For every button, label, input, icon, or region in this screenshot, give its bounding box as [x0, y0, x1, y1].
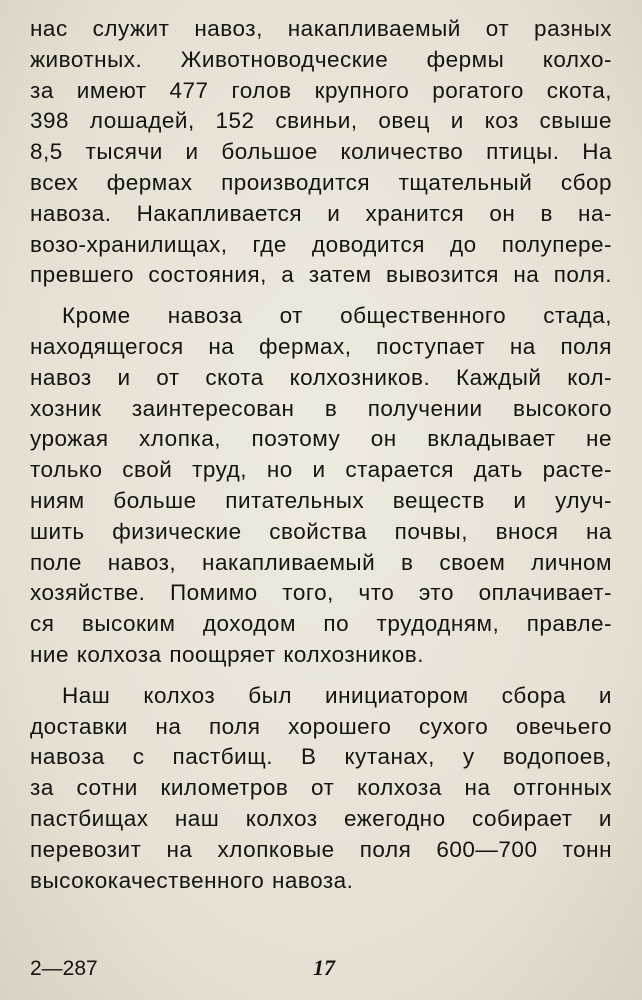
text-line: только свой труд, но и старается дать расте- [30, 457, 612, 483]
text-line: 8,5 тысячи и большое количество птицы. На [30, 139, 612, 165]
printer-signature: 2—287 [30, 957, 98, 980]
text-line: пастбищах наш колхоз ежегодно собирает и [30, 805, 612, 831]
text-line: Кроме навоза от общественного стада, [62, 303, 612, 329]
text-line: ся высоким доходом по трудодням, правле- [30, 611, 612, 637]
text-line: Наш колхоз был инициатором сбора и [62, 682, 612, 708]
text-line: нас служит навоз, накапливаемый от разных [30, 16, 612, 41]
text-line: превшего состояния, а затем вывозится на поля. [30, 262, 612, 288]
paragraph [30, 14, 612, 291]
text-line: ние колхоза поощряет колхозников. [30, 641, 424, 667]
text-line: всех фермах производится тщательный сбор [30, 169, 612, 195]
text-line: хозяйстве. Помимо того, что это оплачивает- [30, 580, 612, 606]
text-line: находящегося на фермах, поступает на поля [30, 333, 612, 359]
text-line: поле навоз, накапливаемый в своем личном [30, 549, 612, 575]
page-text [30, 14, 612, 896]
text-line: навоза с пастбищ. В кутанах, у водопоев, [30, 744, 612, 770]
text-line: хозник заинтересован в получении высокого [30, 395, 612, 421]
text-line: возо-хранилищах, где доводится до полупере- [30, 231, 612, 257]
text-line: перевозит на хлопковые поля 600—700 тонн [30, 836, 612, 862]
text-line: шить физические свойства почвы, внося на [30, 518, 612, 544]
page-footer [30, 957, 612, 987]
text-line: урожая хлопка, поэтому он вкладывает не [30, 426, 612, 452]
text-line: ниям больше питательных веществ и улуч- [30, 487, 612, 513]
text-line: высококачественного навоза. [30, 867, 354, 893]
text-line: животных. Животноводческие фермы колхо- [30, 46, 612, 72]
text-line: доставки на поля хорошего сухого овечьего [30, 713, 612, 739]
text-line: навоза. Накапливается и хранится он в на- [30, 200, 612, 226]
text-line: навоз и от скота колхозников. Каждый кол- [30, 364, 612, 390]
text-line: за сотни километров от колхоза на отгонных [30, 775, 612, 801]
page-number: 17 [313, 955, 335, 980]
text-line: за имеют 477 голов крупного рогатого скота, [30, 77, 612, 103]
text-line: 398 лошадей, 152 свиньи, овец и коз свыше [30, 108, 612, 134]
paragraph [30, 301, 612, 671]
paragraph [30, 681, 612, 897]
